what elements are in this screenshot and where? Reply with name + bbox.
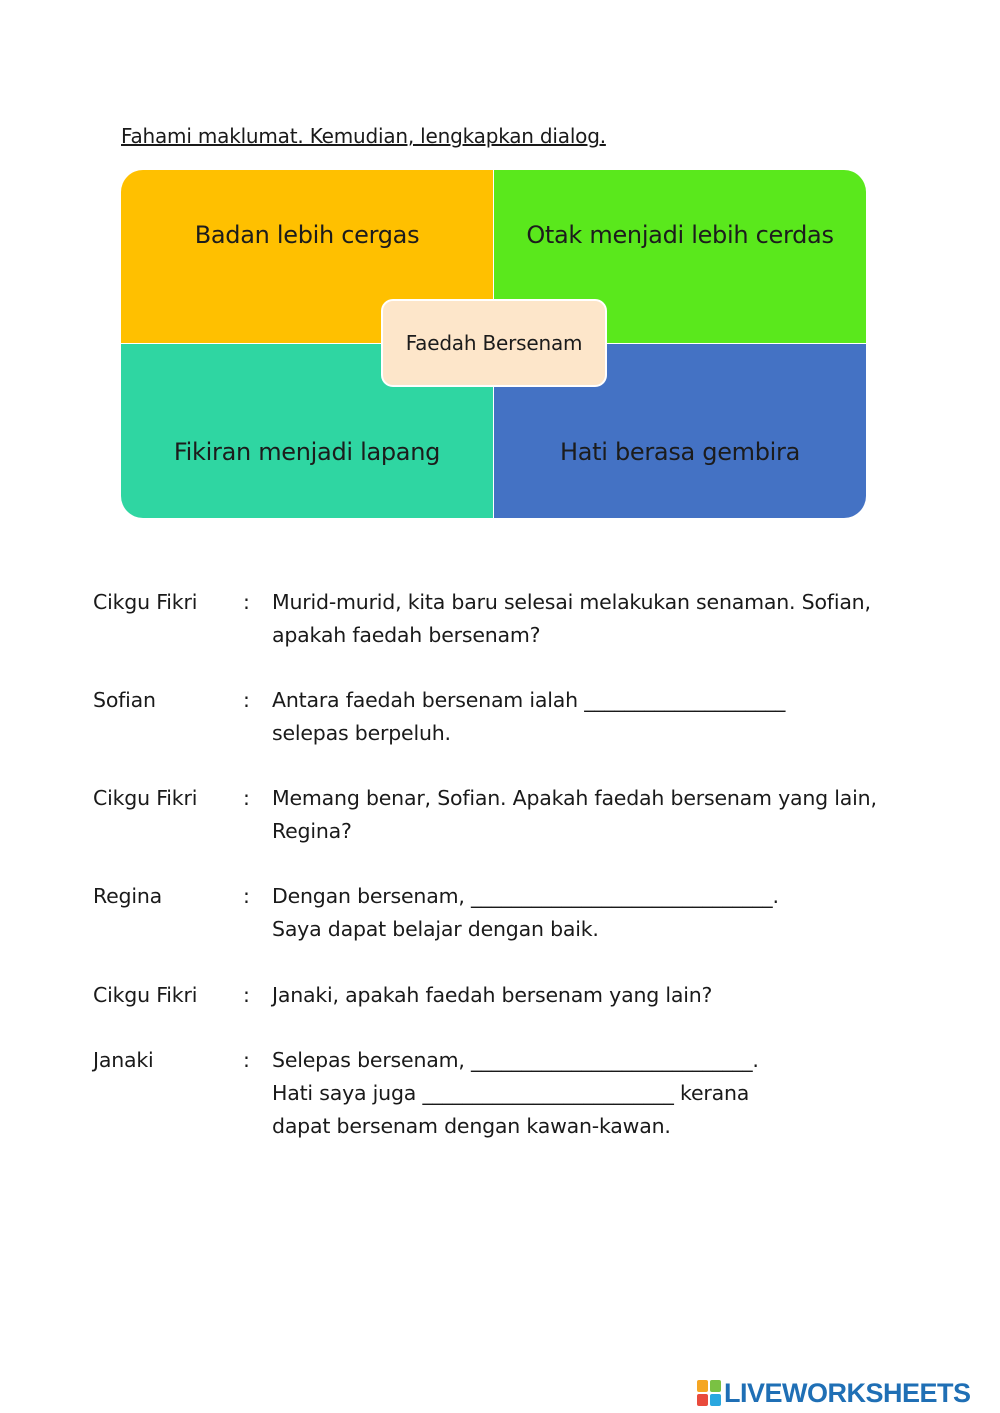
speaker-name: Regina bbox=[93, 884, 162, 908]
colon: : bbox=[243, 884, 250, 908]
speaker-name: Cikgu Fikri bbox=[93, 590, 198, 614]
benefit-label: Fikiran menjadi lapang bbox=[173, 438, 441, 466]
speech-line: dapat bersenam dengan kawan-kawan. bbox=[272, 1114, 671, 1138]
speech-text bbox=[272, 1044, 932, 1143]
speech-line: Janaki, apakah faedah bersenam yang lain? bbox=[272, 983, 713, 1007]
instruction-text: Fahami maklumat. Kemudian, lengkapkan dialog. bbox=[121, 124, 606, 148]
speech-line-with-blank[interactable]: Dengan bersenam, ______________________________. bbox=[272, 884, 779, 908]
speaker-name: Cikgu Fikri bbox=[93, 983, 198, 1007]
speech-line: apakah faedah bersenam? bbox=[272, 623, 541, 647]
colon: : bbox=[243, 1048, 250, 1072]
speaker-name: Janaki bbox=[93, 1048, 154, 1072]
liveworksheets-logo bbox=[697, 1378, 971, 1408]
logo-square bbox=[710, 1394, 721, 1406]
speech-line: Memang benar, Sofian. Apakah faedah bersenam yang lain, bbox=[272, 786, 877, 810]
diagram-center-title: Faedah Bersenam bbox=[381, 299, 607, 387]
logo-square bbox=[710, 1380, 721, 1392]
logo-square bbox=[697, 1394, 708, 1406]
speaker-name: Cikgu Fikri bbox=[93, 786, 198, 810]
benefit-label: Badan lebih cergas bbox=[194, 220, 420, 249]
speech-text bbox=[272, 880, 932, 946]
logo-mark-icon bbox=[697, 1380, 721, 1406]
benefit-label: Otak menjadi lebih cerdas bbox=[526, 220, 834, 249]
speech-text bbox=[272, 782, 932, 848]
colon: : bbox=[243, 688, 250, 712]
benefit-label: Hati berasa gembira bbox=[559, 438, 801, 466]
colon: : bbox=[243, 983, 250, 1007]
speech-line-with-blank[interactable]: Antara faedah bersenam ialah ____________________ bbox=[272, 688, 786, 712]
colon: : bbox=[243, 590, 250, 614]
logo-square bbox=[697, 1380, 708, 1392]
speech-line-with-blank[interactable]: Hati saya juga _________________________ kerana bbox=[272, 1081, 750, 1105]
speech-line-with-blank[interactable]: Selepas bersenam, ____________________________. bbox=[272, 1048, 759, 1072]
speech-text bbox=[272, 684, 932, 750]
speech-line: Murid-murid, kita baru selesai melakukan senaman. Sofian, bbox=[272, 590, 871, 614]
speaker-name: Sofian bbox=[93, 688, 156, 712]
speech-line: selepas berpeluh. bbox=[272, 721, 451, 745]
speech-text bbox=[272, 586, 932, 652]
speech-line: Saya dapat belajar dengan baik. bbox=[272, 917, 599, 941]
logo-text: LIVEWORKSHEETS bbox=[724, 1377, 971, 1408]
colon: : bbox=[243, 786, 250, 810]
speech-line: Regina? bbox=[272, 819, 352, 843]
speech-text bbox=[272, 979, 932, 1012]
